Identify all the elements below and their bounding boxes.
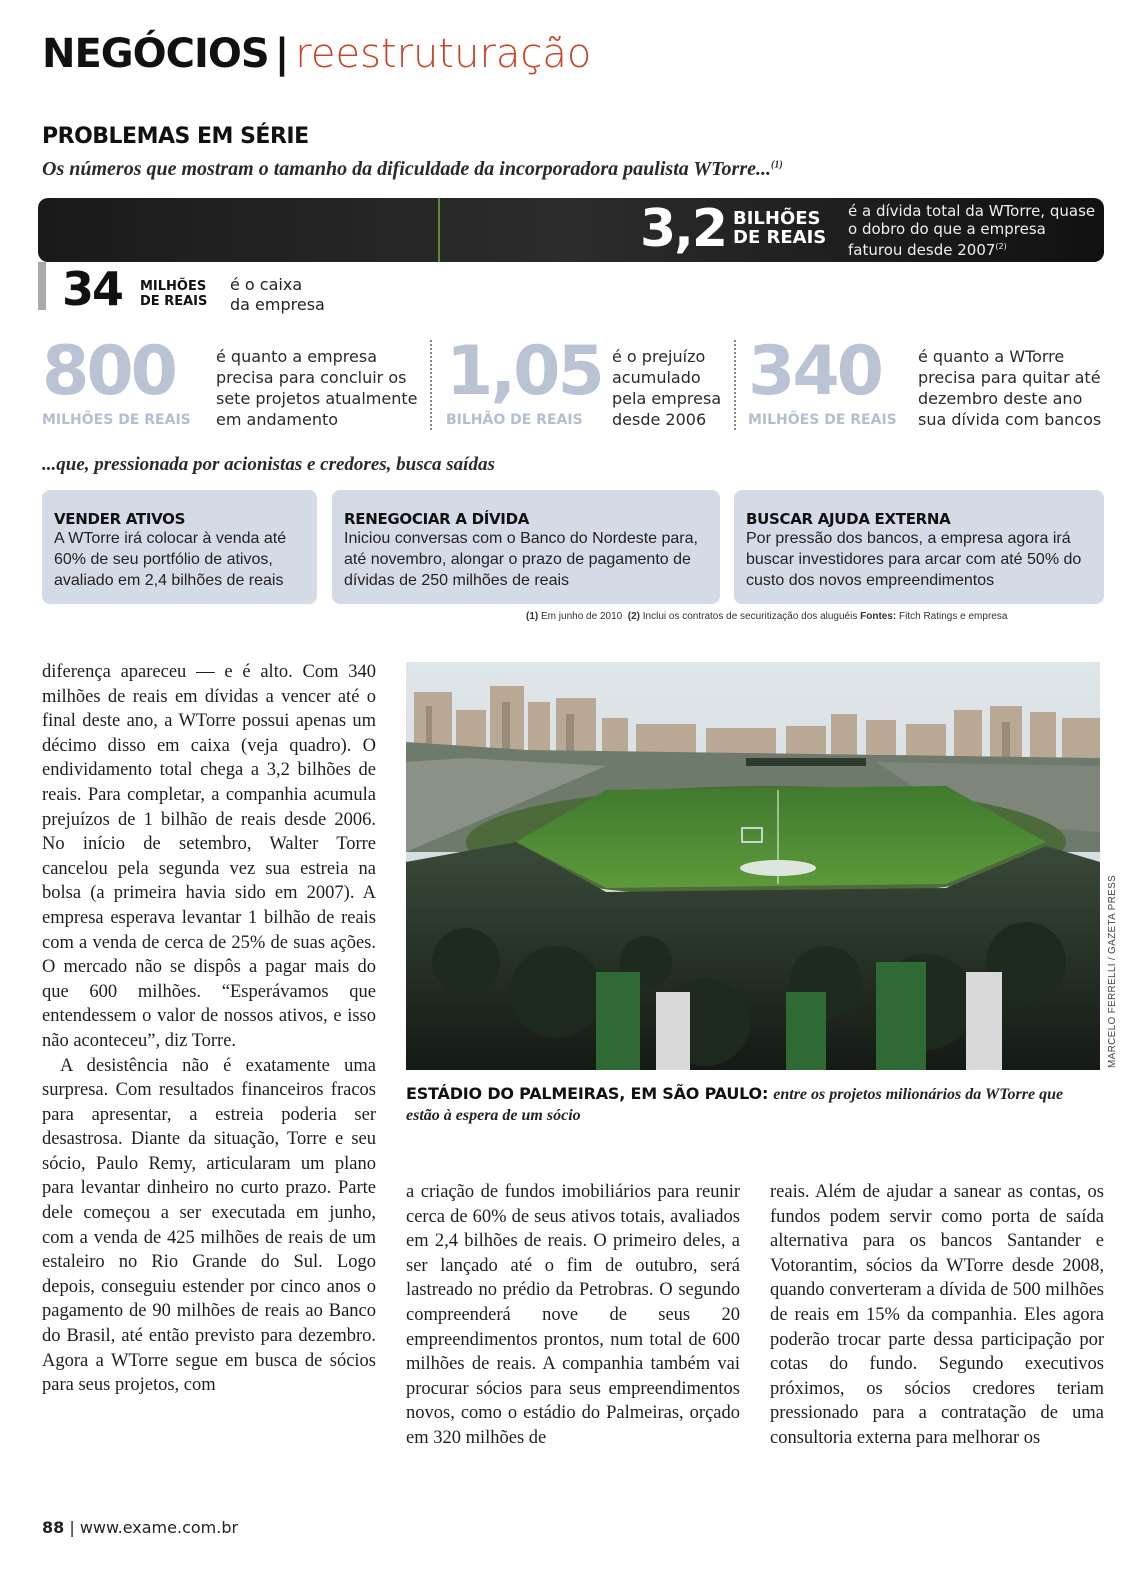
stat-340-value: 340 xyxy=(748,332,881,411)
section-name: NEGÓCIOS xyxy=(42,31,269,77)
stat-divider xyxy=(734,340,736,430)
option-title: VENDER ATIVOS xyxy=(54,510,186,528)
band-divider xyxy=(438,198,440,262)
caption-text: entre os projetos milionários da WTorre que estão à espera de um sócio xyxy=(406,1086,1064,1124)
article-paragraph: A desistência não é exatamente uma surpresa. Com resultados financeiros fracos para apresentar, a estreia poderia ser desastrosa. Diante da situação, Torre e seu sócio, Paulo Remy, articularam um plano para levantar dinheiro no curto prazo. Parte dele começou a ser executada em junho, com a venda de 425 milhões de reais de um estaleiro no Rio Grande do Sul. Logo depois, conseguiu estender por cinco anos o pagamento de 90 milhões de reais ao Banco do Brasil, até então previsto para dezembro. Agora a WTorre segue em busca de sócios para seus projetos, com xyxy=(42,1055,376,1396)
cash-desc-line1: é o caixa xyxy=(230,275,303,294)
page-number: 88 xyxy=(42,1518,65,1537)
article-paragraph: a criação de fundos imobiliários para reunir cerca de 60% de seus ativos totais, avaliados em 2,4 bilhões de reais. O primeiro deles, a ser lançado até o fim de outubro, será lastreado no prédio da Petrobras. O segundo compreenderá nove de seus 20 empreendimentos prontos, num total de 600 milhões de reais. A companhia também vai procurar sócios para seus empreendimentos novos, como o estádio do Palmeiras, orçado em 320 milhões de xyxy=(406,1182,740,1448)
stat-divider xyxy=(430,340,432,430)
box-title: PROBLEMAS EM SÉRIE xyxy=(42,124,309,149)
debt-description xyxy=(848,202,1098,259)
photo-caption xyxy=(406,1084,1096,1126)
option-text: A WTorre irá colocar à venda até 60% de seu portfólio de ativos, avaliado em 2,4 bilhões de reais xyxy=(54,530,287,589)
cash-value: 34 xyxy=(62,262,123,316)
debt-value: 3,2 xyxy=(640,199,727,259)
debt-unit-line1: BILHÕES xyxy=(733,208,821,229)
box-outro: ...que, pressionada por acionistas e credores, busca saídas xyxy=(42,454,495,475)
debt-unit-line2: DE REAIS xyxy=(733,227,827,248)
box-subtitle xyxy=(42,158,783,181)
cash-accent-bar xyxy=(38,262,46,310)
cash-description xyxy=(230,275,325,315)
footer-separator: | xyxy=(69,1518,75,1537)
section-topic: reestruturação xyxy=(295,31,592,77)
footnote-mark: (2) xyxy=(627,611,640,622)
stat-105-unit: BILHÃO DE REAIS xyxy=(446,412,583,428)
article-paragraph: diferença apareceu — e é alto. Com 340 milhões de reais em dívidas a vencer até o final deste ano, a WTorre possui apenas um décimo disso em caixa (veja quadro). O endividamento total chega a 3,2 bilhões de reais. Para completar, a companhia acumula prejuízos de 1 bilhão de reais desde 2006. No início de setembro, Walter Torre cancelou pela segunda vez sua estreia na bolsa (a primeira havia sido em 2007). A empresa esperava levantar 1 bilhão de reais com a venda de cerca de 25% de suas ações. O mercado não se dispôs a pagar mais do que 600 milhões. “Esperávamos que entendessem o valor de nossos ativos, e isso não aconteceu”, diz Torre. xyxy=(42,662,376,1051)
option-title: BUSCAR AJUDA EXTERNA xyxy=(746,510,951,528)
stat-800-value: 800 xyxy=(42,332,175,411)
option-title: RENEGOCIAR A DÍVIDA xyxy=(344,510,530,528)
sources-text: Fitch Ratings e empresa xyxy=(899,611,1008,622)
debt-desc-note: (2) xyxy=(995,242,1007,251)
section-header xyxy=(42,30,591,78)
stat-800-unit: MILHÕES DE REAIS xyxy=(42,412,191,428)
article-column-2 xyxy=(406,1180,740,1451)
cash-unit-line2: DE REAIS xyxy=(140,294,208,309)
cash-unit-line1: MILHÕES xyxy=(140,279,207,294)
stat-105-description: é o prejuízo acumulado pela empresa desde 2006 xyxy=(612,347,722,429)
footnote-mark: (1) xyxy=(526,611,539,622)
photo-credit: MARCELO FERRELLI / GAZETA PRESS xyxy=(1107,874,1118,1068)
stat-340-unit: MILHÕES DE REAIS xyxy=(748,412,897,428)
footer-url: www.exame.com.br xyxy=(79,1518,239,1537)
stat-340-description: é quanto a WTorre precisa para quitar até dezembro deste ano sua dívida com bancos xyxy=(918,347,1102,429)
box-subtitle-text: Os números que mostram o tamanho da dificuldade da incorporadora paulista WTorre... xyxy=(42,158,772,180)
article-column-3 xyxy=(770,1180,1104,1451)
cash-desc-line2: da empresa xyxy=(230,295,325,314)
debt-unit xyxy=(733,209,826,247)
footnote-text: Inclui os contratos de securitização dos aluguéis xyxy=(642,611,858,622)
footnote-text: Em junho de 2010 xyxy=(541,611,623,622)
page-footer xyxy=(42,1518,238,1537)
stadium-illustration xyxy=(406,662,1100,1070)
cash-unit xyxy=(140,279,207,309)
box-subtitle-note: (1) xyxy=(771,159,783,171)
sources-label: Fontes: xyxy=(860,611,897,622)
header-separator: | xyxy=(274,31,290,77)
stadium-photo xyxy=(406,662,1100,1070)
article-paragraph: reais. Além de ajudar a sanear as contas, os fundos podem servir como porta de saída alternativa para os bancos Santander e Votorantim, sócios da WTorre desde 2008, quando converteram a dívida de 500 milhões de reais em 15% da companhia. Eles agora poderão trocar parte dessa participação por cotas do fundo. Segundo executivos próximos, os sócios credores teriam pressionado para a contratação de uma consultoria externa para melhorar os xyxy=(770,1182,1104,1448)
debt-desc-text: é a dívida total da WTorre, quase o dobro do que a empresa faturou desde 2007 xyxy=(848,202,1096,259)
box-footnotes xyxy=(526,611,1007,622)
stat-800-description: é quanto a empresa precisa para concluir os sete projetos atualmente em andamento xyxy=(216,347,418,429)
option-text: Iniciou conversas com o Banco do Nordeste para, até novembro, alongar o prazo de pagamento de dívidas de 250 milhões de reais xyxy=(344,530,698,589)
article-column-1 xyxy=(42,660,376,1398)
option-text: Por pressão dos bancos, a empresa agora irá buscar investidores para arcar com até 50% do custo dos novos empreendimentos xyxy=(746,530,1082,589)
stat-105-value: 1,05 xyxy=(446,332,602,411)
caption-lead: ESTÁDIO DO PALMEIRAS, EM SÃO PAULO: xyxy=(406,1084,769,1103)
